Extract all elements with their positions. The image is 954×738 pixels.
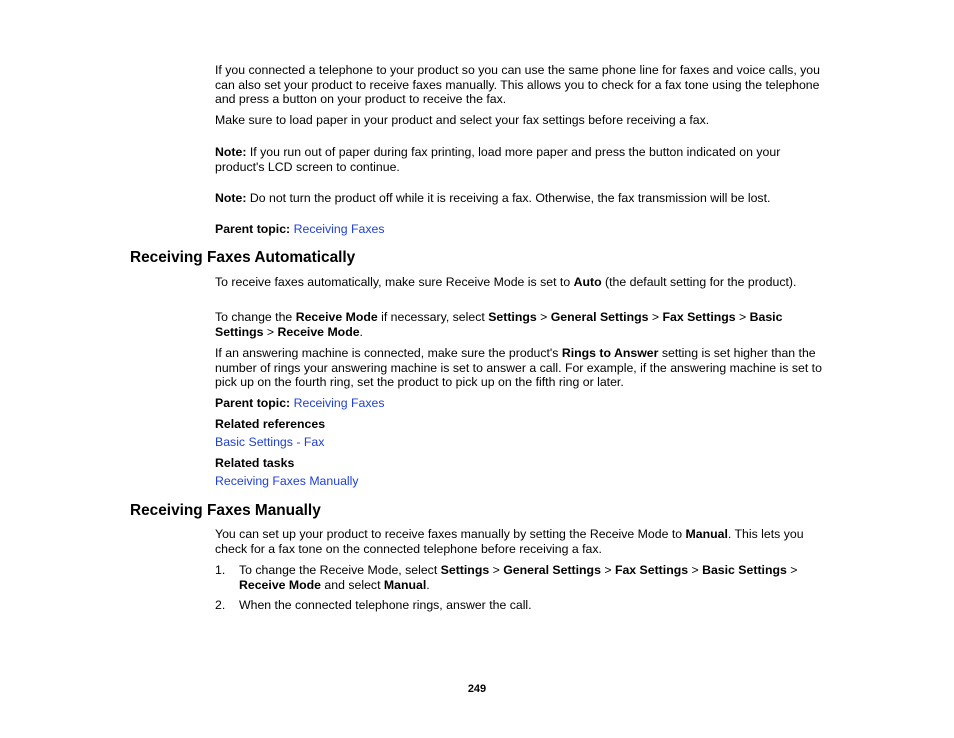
step-number: 2. xyxy=(215,598,226,612)
intro-paragraph-2: Make sure to load paper in your product and select your fax settings before receiving a fax. xyxy=(215,113,710,127)
parent-topic-link[interactable]: Receiving Faxes xyxy=(293,222,385,236)
receiving-faxes-manually-link[interactable]: Receiving Faxes Manually xyxy=(215,474,359,488)
note-label: Note: xyxy=(215,145,247,159)
auto-paragraph-2: To change the Receive Mode if necessary, select Settings > General Settings > Fax Settings > Basic Settings > Receive Mode. xyxy=(215,310,783,339)
note-power: Note: Do not turn the product off while it is receiving a fax. Otherwise, the fax transmission will be lost. xyxy=(215,191,771,205)
note-paper: Note: If you run out of paper during fax printing, load more paper and press the button indicated on your product's LCD screen to continue. xyxy=(215,145,781,174)
note-label: Note: xyxy=(215,191,247,205)
related-reference-item xyxy=(215,435,827,450)
parent-topic-link[interactable]: Receiving Faxes xyxy=(293,396,385,410)
intro-paragraph: If you connected a telephone to your product so you can use the same phone line for faxes and voice calls, you can also set your product to receive faxes manually. This allows you to check for a fax tone using the telephone and press a button on your product to receive the fax. xyxy=(215,63,820,107)
parent-topic: Parent topic: Receiving Faxes xyxy=(215,396,385,410)
section-heading-auto: Receiving Faxes Automatically xyxy=(130,249,356,266)
related-task-item xyxy=(215,474,827,489)
page-number: 249 xyxy=(467,683,487,695)
manual-paragraph-1: You can set up your product to receive faxes manually by setting the Receive Mode to Manual. This lets you check for a fax tone on the connected telephone before receiving a fax. xyxy=(215,527,804,556)
basic-settings-fax-link[interactable]: Basic Settings - Fax xyxy=(215,435,325,449)
step-text: When the connected telephone rings, answer the call. xyxy=(239,598,532,612)
section-heading-manual: Receiving Faxes Manually xyxy=(130,502,321,519)
auto-paragraph-1: To receive faxes automatically, make sure Receive Mode is set to Auto (the default setting for the product). xyxy=(215,275,797,289)
related-references-label: Related references xyxy=(215,417,326,431)
step-text: To change the Receive Mode, select Settings > General Settings > Fax Settings > Basic Settings > Receive Mode and select Manual. xyxy=(239,563,798,592)
parent-topic: Parent topic: Receiving Faxes xyxy=(215,222,385,236)
auto-paragraph-3: If an answering machine is connected, make sure the product's Rings to Answer setting is set higher than the number of rings your answering machine is set to answer a call. For example, if the answering machine is set to pick up on the fourth ring, set the product to pick up on the fifth ring or later. xyxy=(215,346,822,390)
step-number: 1. xyxy=(215,563,226,577)
related-tasks-label: Related tasks xyxy=(215,456,295,470)
